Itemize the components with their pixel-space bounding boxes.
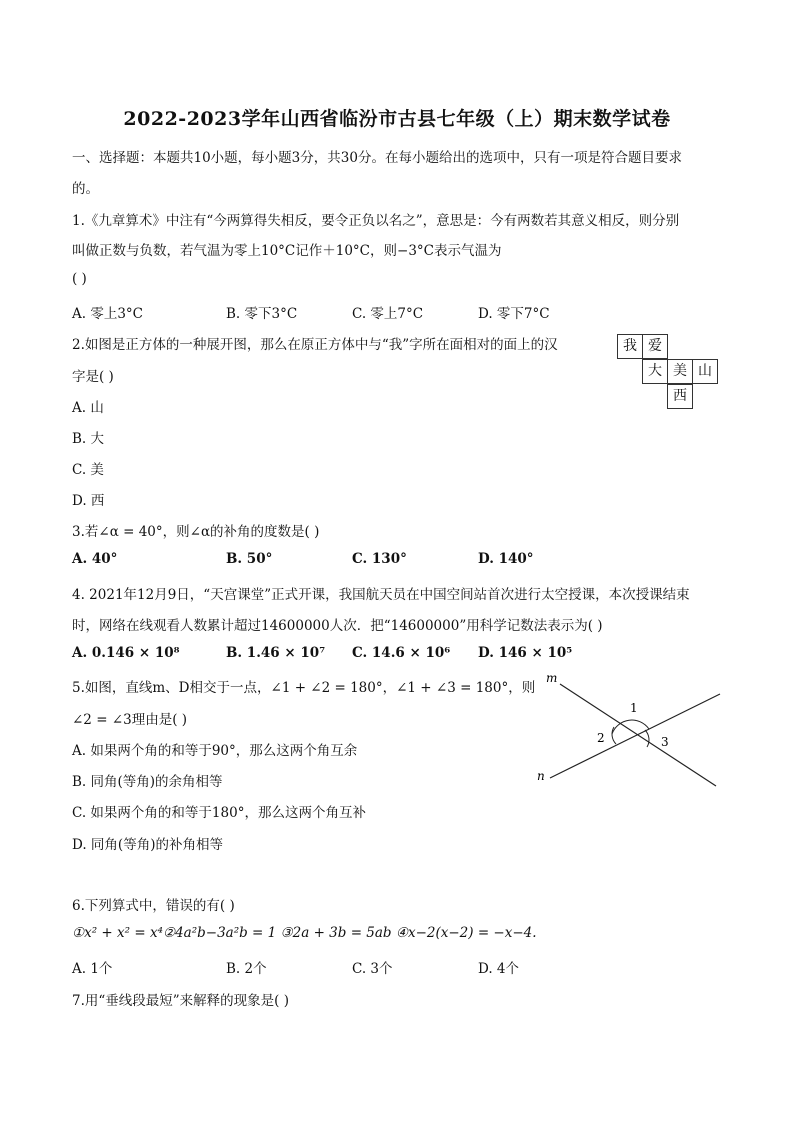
q3-text-line1: 3.若∠α = 40°，则∠α的补角的度数是( ) [72, 524, 320, 540]
q1-option-c: C. 零上7°C [352, 306, 424, 322]
q3-option-d: D. 140° [478, 551, 534, 567]
angle-3-label: 3 [661, 735, 669, 749]
q2-option-a: A. 山 [72, 400, 104, 416]
angle-3-arc [645, 730, 649, 747]
q1-option-d: D. 零下7°C [478, 306, 550, 322]
q4-text-line1: 4. 2021年12月9日，“天宫课堂”正式开课，我国航天员在中国空间站首次进行太空授课，本次授课结束 [72, 587, 690, 603]
q7-text-line1: 7.用“垂线段最短”来解释的现象是( ) [72, 993, 290, 1009]
cube-face-ai: 爱 [642, 334, 668, 359]
section-instructions-line1: 一、选择题：本题共10小题，每小题3分，共30分。在每小题给出的选项中，只有一项是符合题目要求 [72, 150, 682, 166]
q4-option-a: A. 0.146 × 10⁸ [72, 645, 180, 661]
q3-option-c: C. 130° [352, 551, 407, 567]
intersecting-lines-figure [530, 668, 730, 798]
cube-face-mei: 美 [667, 359, 693, 384]
q4-option-b: B. 1.46 × 10⁷ [226, 645, 326, 661]
cube-face-shan: 山 [692, 359, 718, 384]
q6-expressions: ①x² + x² = x⁴②4a²b−3a²b = 1 ③2a + 3b = 5ab ④x−2(x−2) = −x−4. [72, 925, 537, 941]
q5-option-d: D. 同角(等角)的补角相等 [72, 837, 223, 853]
cube-face-xi: 西 [667, 384, 693, 409]
q1-paren: ( ) [72, 271, 87, 287]
q2-option-d: D. 西 [72, 493, 105, 509]
q1-option-a: A. 零上3°C [72, 306, 144, 322]
section-instructions-line2: 的。 [72, 181, 99, 197]
q6-text-line1: 6.下列算式中，错误的有( ) [72, 898, 235, 914]
q6-option-c: C. 3个 [352, 961, 393, 977]
q2-text-line2: 字是( ) [72, 369, 114, 385]
label-n: n [537, 769, 545, 783]
angle-2-label: 2 [597, 731, 605, 745]
q1-option-b: B. 零下3°C [226, 306, 298, 322]
q5-text-line2: ∠2 = ∠3理由是( ) [72, 712, 188, 728]
q2-option-b: B. 大 [72, 431, 105, 447]
label-m: m [546, 671, 558, 685]
q4-text-line2: 时，网络在线观看人数累计超过14600000人次．把“14600000”用科学记数法表示为( ) [72, 618, 603, 634]
q1-text-line1: 1.《九章算术》中注有“今两算得失相反，要令正负以名之”，意思是：今有两数若其意义相反，则分别 [72, 213, 680, 229]
q5-option-c: C. 如果两个角的和等于180°，那么这两个角互补 [72, 805, 366, 821]
angle-1-label: 1 [630, 701, 638, 715]
q2-text-line1: 2.如图是正方体的一种展开图，那么在原正方体中与“我”字所在面相对的面上的汉 [72, 337, 558, 353]
q6-option-b: B. 2个 [226, 961, 267, 977]
q3-option-a: A. 40° [72, 551, 118, 567]
q2-option-c: C. 美 [72, 462, 104, 478]
q6-option-a: A. 1个 [72, 961, 113, 977]
cube-face-da: 大 [642, 359, 668, 384]
q4-option-d: D. 146 × 10⁵ [478, 645, 573, 661]
q5-option-a: A. 如果两个角的和等于90°，那么这两个角互余 [72, 743, 358, 759]
q6-option-d: D. 4个 [478, 961, 520, 977]
q1-text-line2: 叫做正数与负数，若气温为零上10°C记作＋10°C，则−3°C表示气温为 [72, 243, 502, 259]
page-title: 2022-2023学年山西省临汾市古县七年级（上）期末数学试卷 [123, 108, 671, 130]
q3-option-b: B. 50° [226, 551, 273, 567]
q5-text-line1: 5.如图，直线m、D相交于一点，∠1 + ∠2 = 180°，∠1 + ∠3 = 180°，则 [72, 680, 536, 696]
q5-option-b: B. 同角(等角)的余角相等 [72, 774, 223, 790]
q4-option-c: C. 14.6 × 10⁶ [352, 645, 451, 661]
cube-face-wo: 我 [617, 334, 643, 359]
